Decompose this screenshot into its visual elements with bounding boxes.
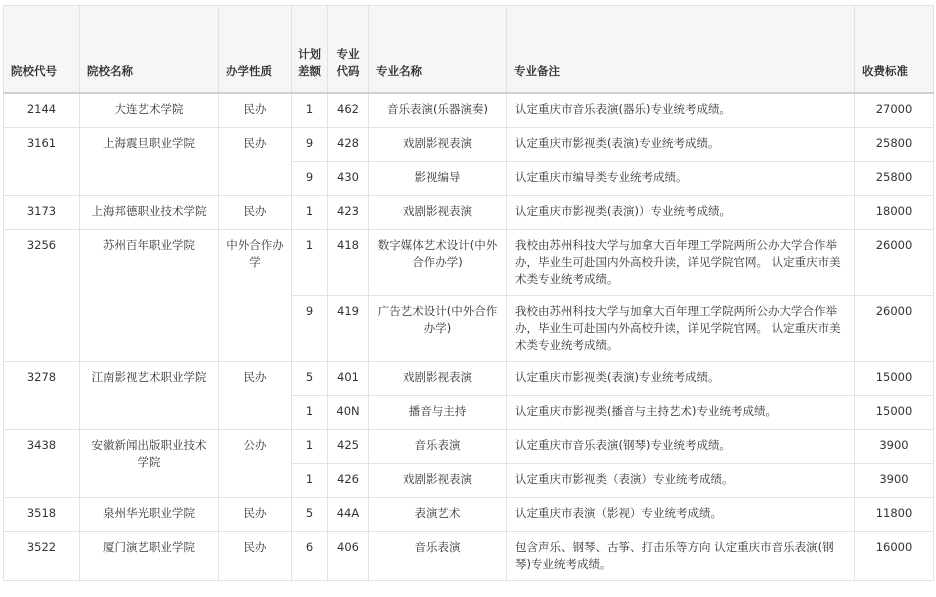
major-note-cell: 认定重庆市音乐表演(器乐)专业统考成绩。 <box>507 93 855 128</box>
nature-cell: 民办 <box>219 498 292 532</box>
fee-cell: 3900 <box>855 430 934 464</box>
plan-diff-cell: 9 <box>292 296 328 362</box>
nature-cell: 民办 <box>219 532 292 581</box>
school-code-cell: 2144 <box>4 93 80 128</box>
table-row <box>4 498 934 532</box>
fee-cell: 16000 <box>855 532 934 581</box>
school-name-cell: 大连艺术学院 <box>80 93 219 128</box>
fee-cell: 18000 <box>855 196 934 230</box>
major-code-cell: 428 <box>328 128 369 162</box>
major-name-cell: 戏剧影视表演 <box>369 362 507 396</box>
school-code-cell: 3278 <box>4 362 80 430</box>
fee-cell: 25800 <box>855 162 934 196</box>
major-note-cell: 认定重庆市编导类专业统考成绩。 <box>507 162 855 196</box>
admission-table <box>3 5 934 581</box>
school-name-cell: 上海震旦职业学院 <box>80 128 219 196</box>
header-school-name: 院校名称 <box>80 6 219 94</box>
major-name-cell: 广告艺术设计(中外合作办学) <box>369 296 507 362</box>
major-note-cell: 认定重庆市表演（影视）专业统考成绩。 <box>507 498 855 532</box>
header-school-code: 院校代号 <box>4 6 80 94</box>
major-note-cell: 包含声乐、钢琴、古筝、打击乐等方向 认定重庆市音乐表演(钢琴)专业统考成绩。 <box>507 532 855 581</box>
plan-diff-cell: 1 <box>292 93 328 128</box>
plan-diff-cell: 5 <box>292 498 328 532</box>
table-row <box>4 430 934 464</box>
major-note-cell: 认定重庆市影视类（表演）专业统考成绩。 <box>507 464 855 498</box>
school-name-cell: 安徽新闻出版职业技术学院 <box>80 430 219 498</box>
major-name-cell: 戏剧影视表演 <box>369 464 507 498</box>
major-code-cell: 423 <box>328 196 369 230</box>
table-row <box>4 362 934 396</box>
nature-cell: 中外合作办学 <box>219 230 292 362</box>
fee-cell: 26000 <box>855 230 934 296</box>
major-note-cell: 我校由苏州科技大学与加拿大百年理工学院两所公办大学合作举办，毕业生可赴国内外高校升读，详见学院官网。 认定重庆市美术类专业统考成绩。 <box>507 230 855 296</box>
major-code-cell: 44A <box>328 498 369 532</box>
school-code-cell: 3173 <box>4 196 80 230</box>
school-name-cell: 苏州百年职业学院 <box>80 230 219 362</box>
plan-diff-cell: 1 <box>292 196 328 230</box>
nature-cell: 民办 <box>219 362 292 430</box>
header-major-note: 专业备注 <box>507 6 855 94</box>
major-name-cell: 戏剧影视表演 <box>369 128 507 162</box>
major-name-cell: 戏剧影视表演 <box>369 196 507 230</box>
major-code-cell: 418 <box>328 230 369 296</box>
school-code-cell: 3161 <box>4 128 80 196</box>
school-code-cell: 3256 <box>4 230 80 362</box>
school-code-cell: 3438 <box>4 430 80 498</box>
table-row <box>4 93 934 128</box>
major-note-cell: 认定重庆市影视类(播音与主持艺术)专业统考成绩。 <box>507 396 855 430</box>
nature-cell: 民办 <box>219 128 292 196</box>
plan-diff-cell: 6 <box>292 532 328 581</box>
major-note-cell: 认定重庆市影视类(表演)专业统考成绩。 <box>507 362 855 396</box>
major-name-cell: 表演艺术 <box>369 498 507 532</box>
table-row <box>4 128 934 162</box>
school-name-cell: 泉州华光职业学院 <box>80 498 219 532</box>
major-code-cell: 40N <box>328 396 369 430</box>
major-code-cell: 426 <box>328 464 369 498</box>
major-code-cell: 406 <box>328 532 369 581</box>
header-major-code: 专业代码 <box>328 6 369 94</box>
major-code-cell: 401 <box>328 362 369 396</box>
fee-cell: 15000 <box>855 362 934 396</box>
table-row <box>4 196 934 230</box>
school-name-cell: 上海邦德职业技术学院 <box>80 196 219 230</box>
school-code-cell: 3522 <box>4 532 80 581</box>
header-nature: 办学性质 <box>219 6 292 94</box>
nature-cell: 公办 <box>219 430 292 498</box>
nature-cell: 民办 <box>219 196 292 230</box>
major-note-cell: 认定重庆市影视类(表演)专业统考成绩。 <box>507 128 855 162</box>
major-code-cell: 419 <box>328 296 369 362</box>
plan-diff-cell: 9 <box>292 128 328 162</box>
major-name-cell: 音乐表演 <box>369 532 507 581</box>
major-code-cell: 430 <box>328 162 369 196</box>
plan-diff-cell: 1 <box>292 430 328 464</box>
table-row <box>4 230 934 296</box>
fee-cell: 27000 <box>855 93 934 128</box>
fee-cell: 3900 <box>855 464 934 498</box>
header-row <box>4 6 934 94</box>
major-name-cell: 播音与主持 <box>369 396 507 430</box>
fee-cell: 26000 <box>855 296 934 362</box>
major-note-cell: 认定重庆市音乐表演(钢琴)专业统考成绩。 <box>507 430 855 464</box>
school-code-cell: 3518 <box>4 498 80 532</box>
major-code-cell: 462 <box>328 93 369 128</box>
school-name-cell: 江南影视艺术职业学院 <box>80 362 219 430</box>
nature-cell: 民办 <box>219 93 292 128</box>
plan-diff-cell: 9 <box>292 162 328 196</box>
major-note-cell: 认定重庆市影视类(表演)）专业统考成绩。 <box>507 196 855 230</box>
major-code-cell: 425 <box>328 430 369 464</box>
header-major-name: 专业名称 <box>369 6 507 94</box>
major-note-cell: 我校由苏州科技大学与加拿大百年理工学院两所公办大学合作举办，毕业生可赴国内外高校升读，详见学院官网。 认定重庆市美术类专业统考成绩。 <box>507 296 855 362</box>
header-fee: 收费标准 <box>855 6 934 94</box>
table-row <box>4 532 934 581</box>
major-name-cell: 影视编导 <box>369 162 507 196</box>
fee-cell: 15000 <box>855 396 934 430</box>
fee-cell: 11800 <box>855 498 934 532</box>
plan-diff-cell: 1 <box>292 396 328 430</box>
major-name-cell: 音乐表演(乐器演奏) <box>369 93 507 128</box>
header-plan-diff: 计划差额 <box>292 6 328 94</box>
plan-diff-cell: 1 <box>292 230 328 296</box>
fee-cell: 25800 <box>855 128 934 162</box>
plan-diff-cell: 1 <box>292 464 328 498</box>
school-name-cell: 厦门演艺职业学院 <box>80 532 219 581</box>
major-name-cell: 音乐表演 <box>369 430 507 464</box>
plan-diff-cell: 5 <box>292 362 328 396</box>
major-name-cell: 数字媒体艺术设计(中外合作办学) <box>369 230 507 296</box>
